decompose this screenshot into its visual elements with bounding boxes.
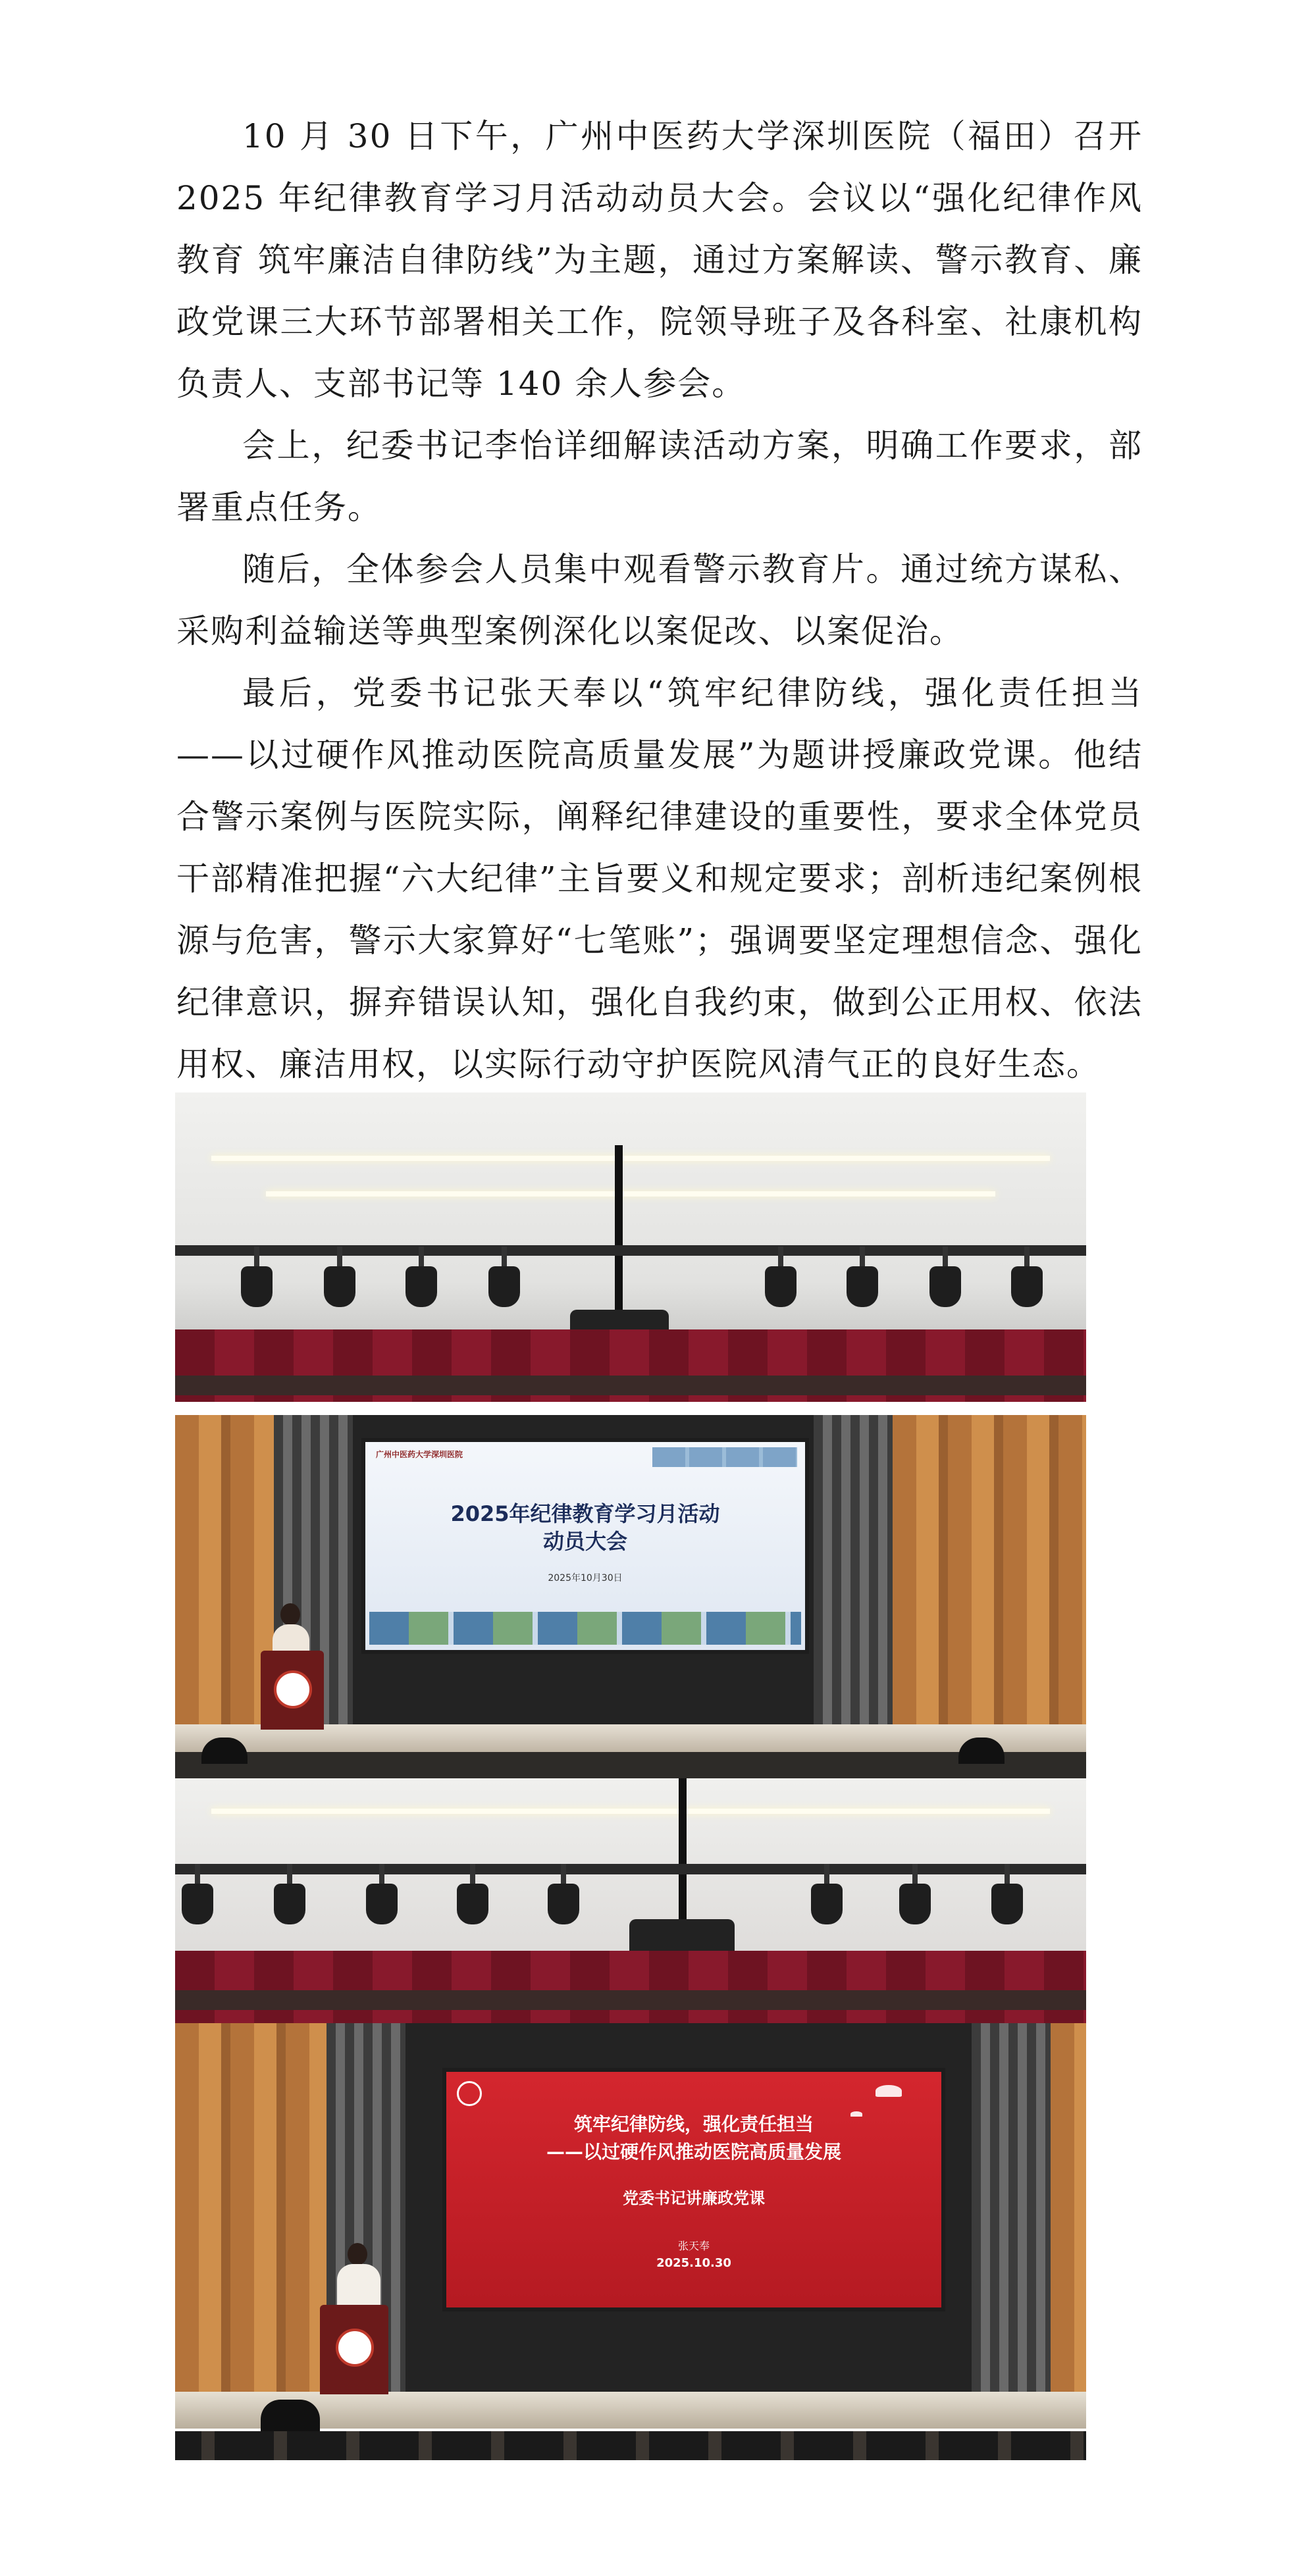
led-screen (361, 1438, 809, 1654)
lighting-truss (175, 1864, 1086, 1874)
hospital-emblem-icon (457, 2081, 482, 2106)
screen-subtitle: ——以过硬作风推动医院高质量发展 (546, 2141, 841, 2163)
projector-mount (679, 1778, 687, 1930)
spotlight (405, 1266, 437, 1307)
spotlight (811, 1884, 843, 1924)
curtain-right (972, 2023, 1051, 2392)
screen-title: 2025年纪律教育学习月活动 动员大会 (450, 1501, 720, 1554)
lectern-emblem-icon (274, 1670, 312, 1709)
article-body (176, 105, 1143, 1095)
spotlight (488, 1266, 520, 1307)
ceiling-light (211, 1156, 1049, 1161)
screen-photo-strip (369, 1612, 801, 1645)
paragraph-1: 10 月 30 日下午，广州中医药大学深圳医院（福田）召开 2025 年纪律教育学习月活动动员大会。会议以“强化纪律作风教育 筑牢廉洁自律防线”为主题，通过方案解读、警示教育、廉政党课三大环节部署相关工作，院领导班子及各科室、社康机构负责人、支部书记等 140 余人参会。 (176, 117, 1143, 403)
stage-rigging (175, 1990, 1086, 2010)
ceiling-light (266, 1191, 995, 1197)
curtain-right (814, 1415, 893, 1724)
spotlight (991, 1884, 1023, 1924)
paragraph-2: 会上，纪委书记李怡详细解读活动方案，明确工作要求，部署重点任务。 (176, 426, 1143, 527)
stage-rigging (175, 1376, 1086, 1395)
spotlight (324, 1266, 355, 1307)
lectern (261, 1651, 324, 1730)
projector-mount (615, 1145, 623, 1323)
meeting-photo-2 (175, 1778, 1086, 2460)
wood-wall-right (893, 1415, 1086, 1724)
screen-date: 2025年10月30日 (548, 1573, 623, 1584)
spotlight (457, 1884, 488, 1924)
wood-wall-left (175, 2023, 326, 2392)
hospital-logo-text: 广州中医药大学深圳医院 (376, 1450, 463, 1459)
stage-valance (175, 1951, 1086, 2023)
speaker-head (348, 2243, 367, 2265)
screen-photo-strip (652, 1447, 797, 1467)
lectern (320, 2305, 388, 2394)
meeting-photo-1 (175, 1093, 1086, 1778)
led-screen (442, 2068, 945, 2311)
spotlight (548, 1884, 579, 1924)
ceiling-light (211, 1809, 1049, 1814)
spotlight (929, 1266, 961, 1307)
spotlight (1011, 1266, 1043, 1307)
audience-area (175, 1752, 1086, 1778)
paragraph-4: 最后，党委书记张天奉以“筑牢纪律防线，强化责任担当——以过硬作风推动医院高质量发展”为题讲授廉政党课。他结合警示案例与医院实际，阐释纪律建设的重要性，要求全体党员干部精准把握“六大纪律”主旨要义和规定要求；剖析违纪案例根源与危害，警示大家算好“七笔账”；强调要坚定理想信念、强化纪律意识，摒弃错误认知，强化自我约束，做到公正用权、依法用权、廉洁用权，以实际行动守护医院风清气正的良好生态。 (176, 674, 1143, 1083)
audience-area (175, 2431, 1086, 2460)
spotlight (241, 1266, 273, 1307)
screen-heading: 党委书记讲廉政党课 (623, 2189, 765, 2207)
dove-icon (875, 2085, 902, 2097)
screen-speaker-name: 张天奉 (677, 2240, 710, 2252)
paragraph-3: 随后，全体参会人员集中观看警示教育片。通过统方谋私、采购利益输送等典型案例深化以案促改、以案促治。 (176, 550, 1143, 650)
spotlight (274, 1884, 305, 1924)
wood-wall-right (1051, 2023, 1086, 2392)
screen-title: 筑牢纪律防线，强化责任担当 (573, 2113, 814, 2135)
speaker (337, 2264, 380, 2309)
screen-date: 2025.10.30 (656, 2256, 731, 2270)
speaker-head (280, 1603, 300, 1626)
spotlight (765, 1266, 797, 1307)
spotlight (366, 1884, 398, 1924)
spotlight (899, 1884, 931, 1924)
stage-monitor (261, 2400, 320, 2433)
spotlight (182, 1884, 213, 1924)
lectern-emblem-icon (336, 2329, 374, 2367)
wood-wall-left (175, 1415, 274, 1724)
lighting-truss (175, 1245, 1086, 1256)
spotlight (847, 1266, 878, 1307)
